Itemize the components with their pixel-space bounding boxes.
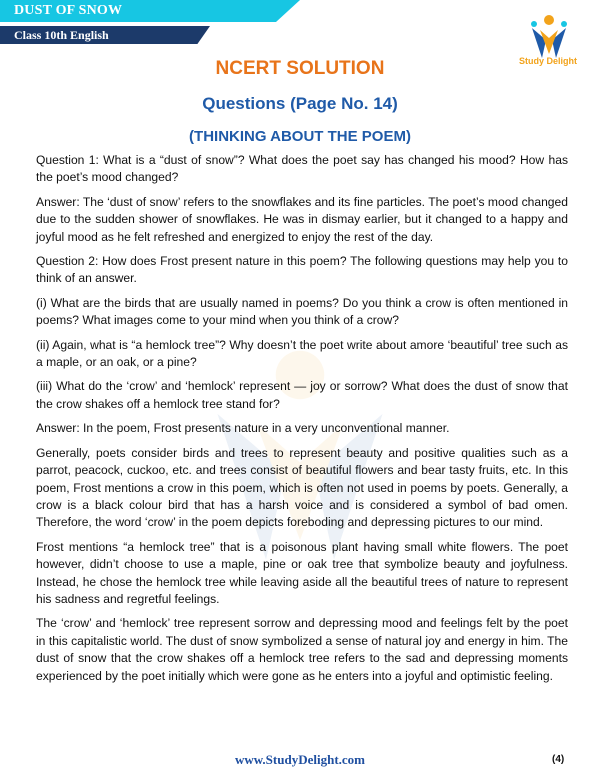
class-label: Class 10th English [14, 28, 109, 42]
footer-url[interactable]: www.StudyDelight.com [234, 752, 365, 767]
chapter-title: DUST OF SNOW [14, 3, 123, 18]
page-subtitle: Questions (Page No. 14) [202, 94, 398, 113]
answer-2-crow: Generally, poets consider birds and trees to represent beauty and positive qualities such as a parrot, peacock, cuckoo, etc. and trees consist of beautiful flowers and bear tasty fruits, etc. In this poem, Frost mentions a crow in this poem, which is often not used in poems by poets. Generally, a crow is a black colour bird that has a harsh voice and is considered a symbol of bad omen. Therefore, the word ‘crow’ in the poem depicts foreboding and depressing pictures to our mind. [36, 445, 568, 530]
section-heading: (THINKING ABOUT THE POEM) [189, 128, 411, 145]
answer-1: Answer: The ‘dust of snow’ refers to the snowflakes and its fine particles. The poet’s mood changed due to the sudden shower of snowflakes. He was in dismay earlier, but it changed to a happy and joyful mood as he felt refreshed and energized to enjoy the rest of the day. [36, 194, 568, 244]
answer-2-hemlock: Frost mentions “a hemlock tree” that is a poisonous plant having small white flowers. The poet however, didn’t choose to use a maple, pine or oak tree that symbolize beauty and joyfulness. Instead, he chose the hemlock tree while leaving aside all the beautiful trees of nature to represent his sadness and regretful feelings. [36, 539, 568, 606]
question-2: Question 2: How does Frost present nature in this poem? The following questions may help you to think of an answer. [36, 254, 568, 286]
answer-2-intro: Answer: In the poem, Frost presents nature in a very unconventional manner. [36, 421, 450, 436]
question-1: Question 1: What is a “dust of snow”? What does the poet say has changed his mood? How has the poet’s mood changed? [36, 153, 568, 185]
page-number: (4) [552, 754, 565, 765]
page-title: NCERT SOLUTION [215, 58, 385, 79]
logo-text: Study Delight [519, 56, 577, 66]
content-body [36, 152, 568, 692]
question-2-part-ii: (ii) Again, what is “a hemlock tree”? Why doesn’t the poet write about amore ‘beautiful’ tree such as a maple, or an oak, or a pine? [36, 337, 568, 370]
question-2-part-iii: (iii) What do the ‘crow’ and ‘hemlock’ represent — joy or sorrow? What does the dust of snow that the crow shakes off a hemlock tree stand for? [36, 379, 568, 411]
answer-2-conclusion: The ‘crow’ and ‘hemlock’ tree represent sorrow and depressing mood and feelings felt by the poet in this capitalistic world. The dust of snow symbolized a sense of natural joy and energy in him. The dust of snow that the crow shakes off a hemlock tree refers to the sad and depressing moments experienced by the poet initially which were gone as he enters into a joyful and optimistic feeling. [36, 616, 568, 683]
question-2-part-i: (i) What are the birds that are usually named in poems? Do you think a crow is often mentioned in poems? What images come to your mind when you think of a crow? [36, 295, 568, 328]
